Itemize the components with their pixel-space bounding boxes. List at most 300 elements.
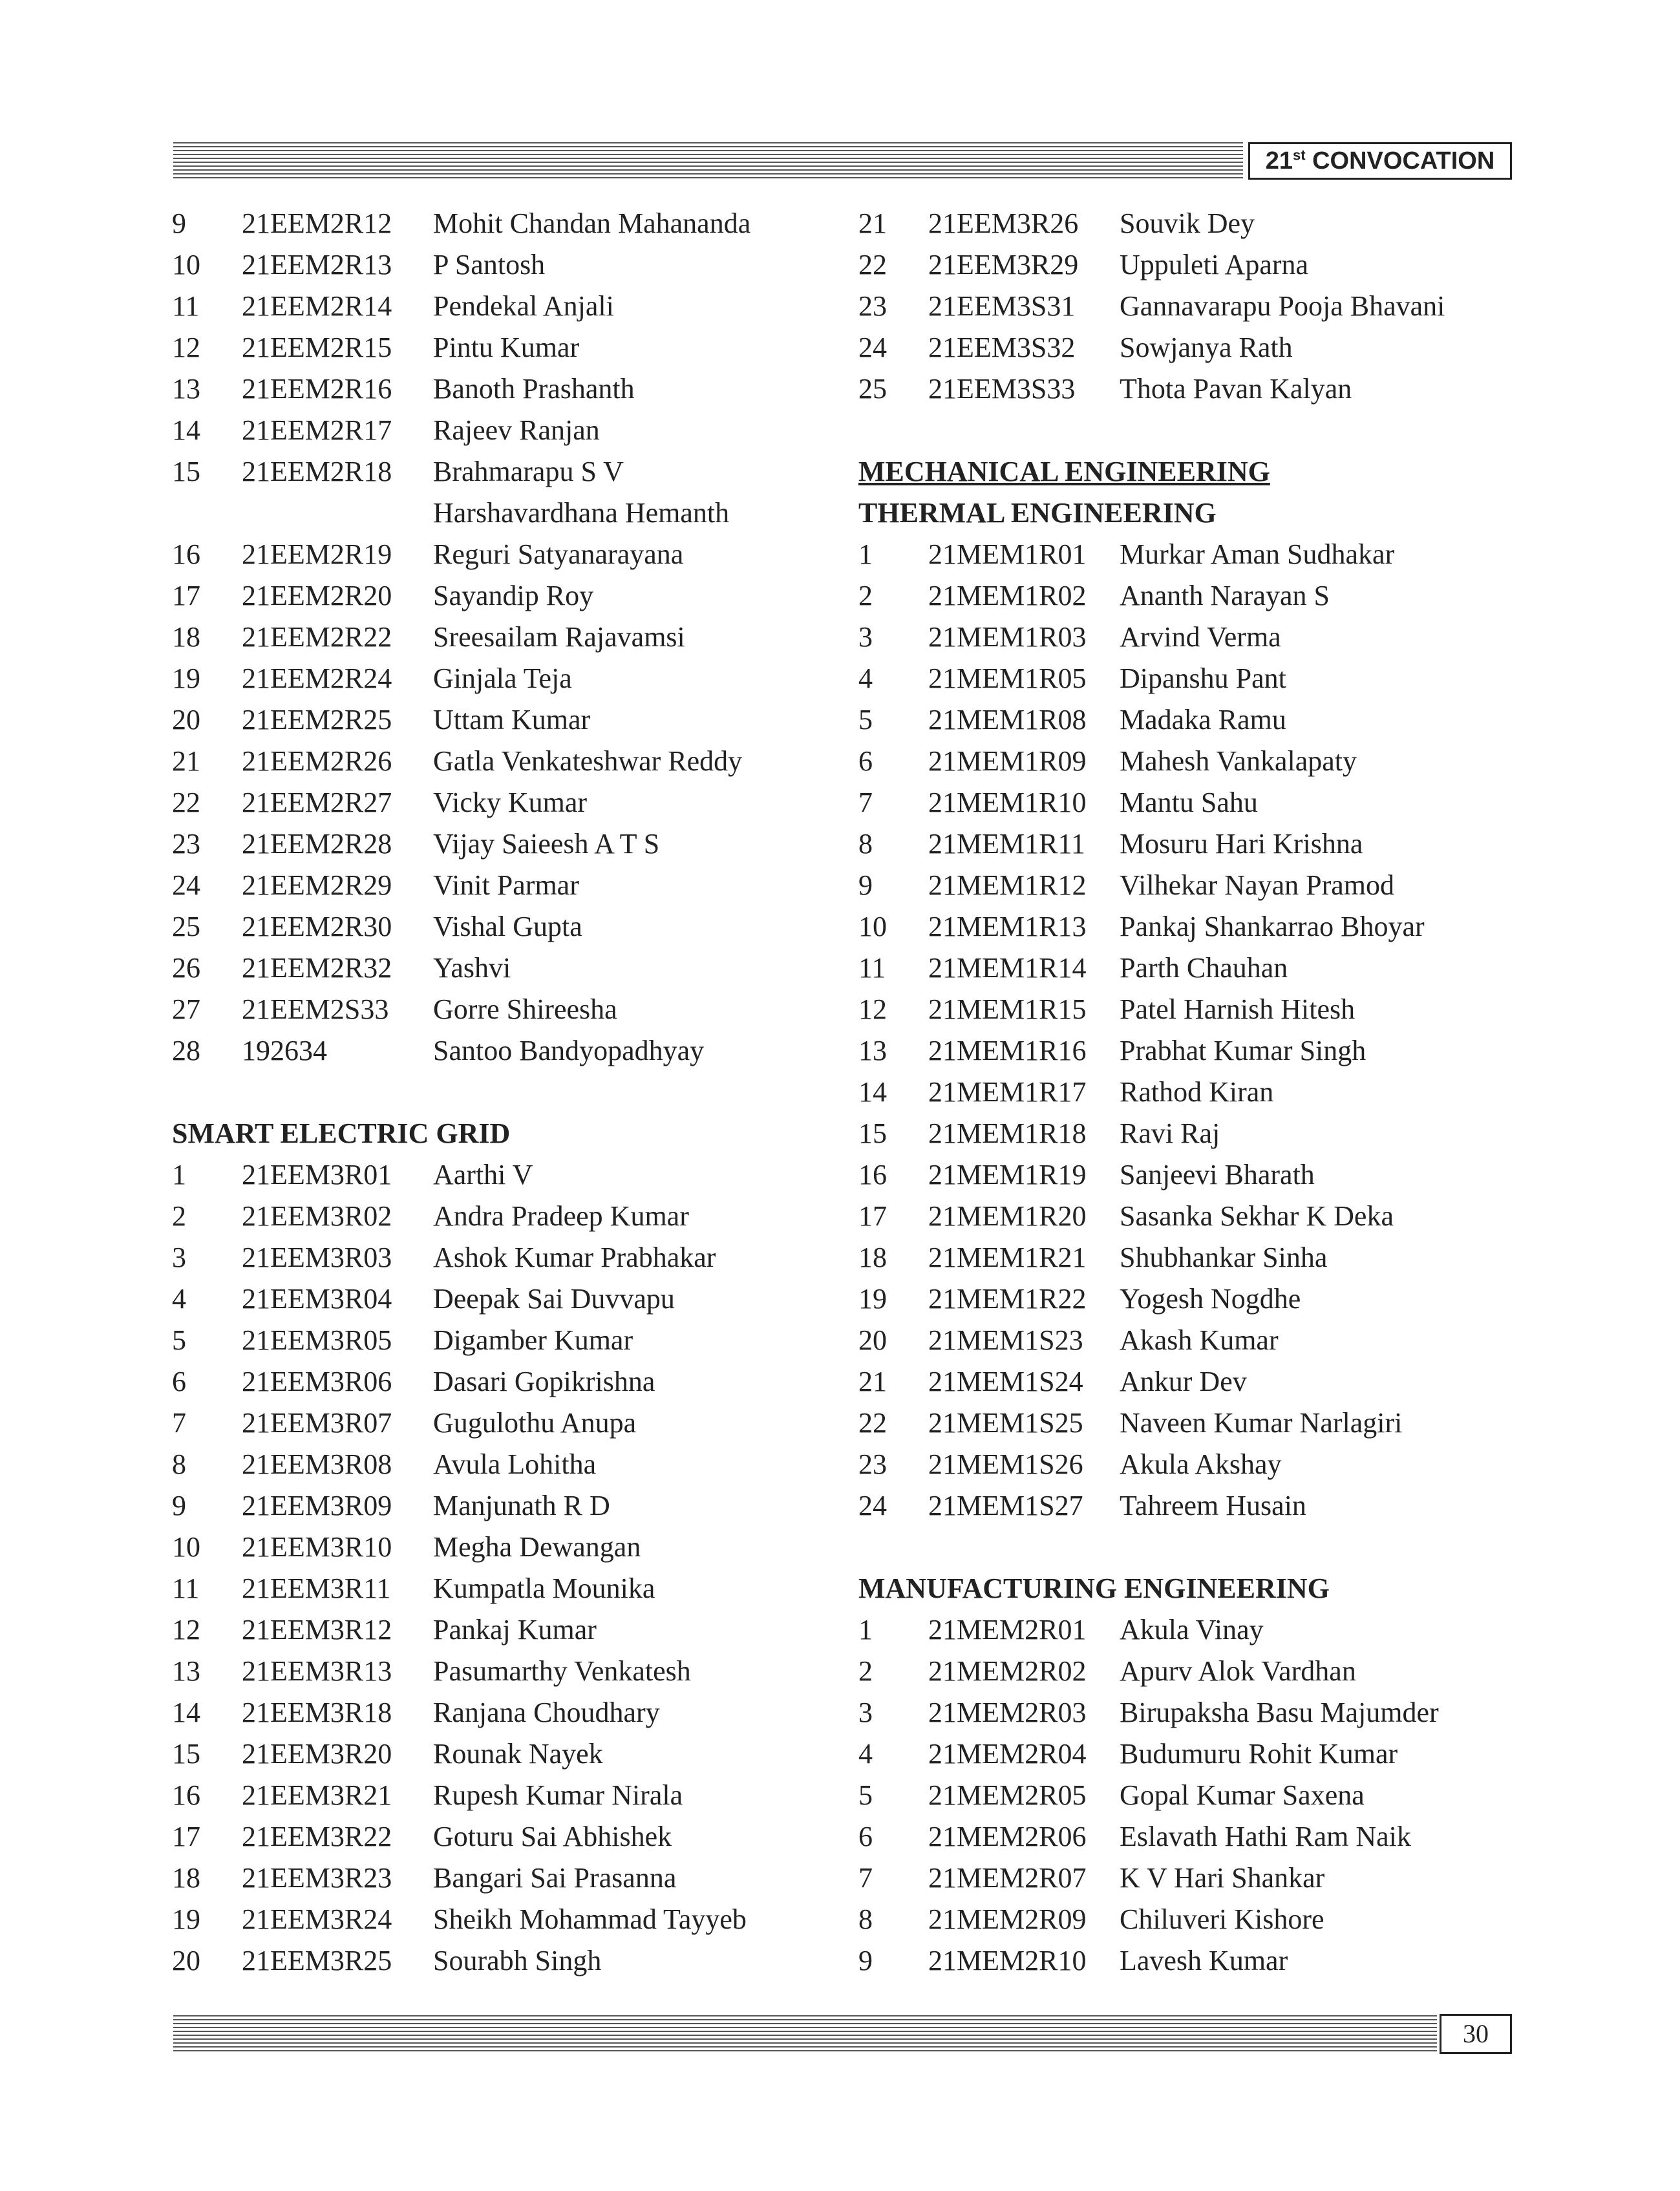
list-item (172, 1733, 844, 1775)
roll-number: 21MEM1S27 (928, 1490, 1083, 1521)
student-name: Santoo Bandyopadhyay (433, 1035, 705, 1066)
student-name: Shubhankar Sinha (1120, 1242, 1328, 1273)
list-item (858, 989, 1531, 1030)
list-item (172, 1775, 844, 1816)
student-name: Akula Akshay (1120, 1448, 1282, 1480)
roll-number: 21MEM2R03 (928, 1697, 1087, 1728)
serial-number: 16 (858, 1159, 887, 1191)
left-rows-c (172, 1154, 844, 1982)
serial-number: 6 (858, 1821, 873, 1852)
student-name: Akula Vinay (1120, 1614, 1264, 1646)
student-name: Brahmarapu S V (433, 456, 624, 487)
list-item (172, 1196, 844, 1237)
student-name: Prabhat Kumar Singh (1120, 1035, 1366, 1066)
roll-number: 21EEM3R02 (242, 1200, 392, 1232)
roll-number: 21EEM3R18 (242, 1697, 392, 1728)
list-item (858, 1733, 1531, 1775)
serial-number: 4 (858, 662, 873, 694)
student-name: Sowjanya Rath (1120, 332, 1293, 363)
serial-number: 1 (858, 1614, 873, 1646)
serial-number: 14 (172, 414, 200, 446)
roll-number: 21MEM1R09 (928, 745, 1087, 777)
list-item (858, 699, 1531, 741)
list-item (858, 1320, 1531, 1361)
student-name: Chiluveri Kishore (1120, 1903, 1324, 1935)
student-name: Birupaksha Basu Majumder (1120, 1697, 1439, 1728)
list-item (172, 1527, 844, 1568)
list-item (858, 203, 1531, 244)
serial-number: 14 (858, 1076, 887, 1108)
serial-number: 15 (858, 1117, 887, 1149)
serial-number: 12 (858, 993, 887, 1025)
serial-number: 4 (858, 1738, 873, 1770)
list-item (172, 947, 844, 989)
roll-number: 21MEM1R12 (928, 869, 1087, 901)
roll-number: 21MEM1R01 (928, 538, 1087, 570)
right-rows-a (858, 203, 1531, 410)
list-item (858, 1444, 1531, 1485)
roll-number: 21MEM1S26 (928, 1448, 1083, 1480)
serial-number: 25 (172, 911, 200, 942)
student-name: Sanjeevi Bharath (1120, 1159, 1315, 1191)
student-name: Patel Harnish Hitesh (1120, 993, 1356, 1025)
roll-number: 21MEM1R21 (928, 1242, 1087, 1273)
student-name: Uttam Kumar (433, 704, 591, 736)
student-name: Pankaj Shankarrao Bhoyar (1120, 911, 1425, 942)
roll-number: 21EEM3R08 (242, 1448, 392, 1480)
serial-number: 10 (858, 911, 887, 942)
list-item (172, 244, 844, 286)
serial-number: 13 (858, 1035, 887, 1066)
roll-number: 21EEM2R28 (242, 828, 392, 860)
roll-number: 21EEM3R11 (242, 1572, 391, 1604)
student-name: Megha Dewangan (433, 1531, 641, 1563)
serial-number: 19 (858, 1283, 887, 1315)
roll-number: 21EEM2R18 (242, 456, 392, 487)
list-item (858, 1361, 1531, 1402)
list-item (172, 1278, 844, 1320)
roll-number: 21EEM3R10 (242, 1531, 392, 1563)
list-item (858, 534, 1531, 575)
list-item (172, 575, 844, 617)
roll-number: 21MEM1R05 (928, 662, 1087, 694)
student-name: Vilhekar Nayan Pramod (1120, 869, 1395, 901)
serial-number: 20 (172, 704, 200, 736)
roll-number: 21MEM1R19 (928, 1159, 1087, 1191)
serial-number: 3 (858, 621, 873, 653)
student-name: Yashvi (433, 952, 511, 984)
list-item (858, 1072, 1531, 1113)
list-item (172, 658, 844, 699)
student-name: Apurv Alok Vardhan (1120, 1655, 1356, 1687)
roll-number: 21EEM2R22 (242, 621, 392, 653)
right-rows-c (858, 1609, 1531, 1982)
serial-number: 5 (172, 1324, 186, 1356)
list-item (172, 699, 844, 741)
list-item (858, 1816, 1531, 1858)
student-name: Bangari Sai Prasanna (433, 1862, 677, 1894)
roll-number: 21MEM2R05 (928, 1779, 1087, 1811)
serial-number: 15 (172, 1738, 200, 1770)
list-item (858, 617, 1531, 658)
serial-number: 26 (172, 952, 200, 984)
list-item (172, 1816, 844, 1858)
roll-number: 21EEM2R14 (242, 290, 392, 322)
list-item (172, 782, 844, 823)
serial-number: 22 (858, 1407, 887, 1439)
student-name: Gannavarapu Pooja Bhavani (1120, 290, 1445, 322)
serial-number: 20 (858, 1324, 887, 1356)
section-heading-thermal-engineering: THERMAL ENGINEERING (858, 497, 1217, 529)
student-name: Ananth Narayan S (1120, 580, 1330, 611)
serial-number: 22 (172, 787, 200, 818)
student-name: Parth Chauhan (1120, 952, 1288, 984)
student-name: Dasari Gopikrishna (433, 1366, 655, 1397)
serial-number: 11 (172, 290, 200, 322)
left-rows-b (172, 534, 844, 1072)
list-item (172, 1361, 844, 1402)
roll-number: 21MEM2R01 (928, 1614, 1087, 1646)
list-item (858, 1858, 1531, 1899)
list-item (172, 1899, 844, 1940)
roll-number: 21EEM2R24 (242, 662, 392, 694)
list-item (858, 906, 1531, 947)
roll-number: 21EEM3R07 (242, 1407, 392, 1439)
student-name: Manjunath R D (433, 1490, 610, 1521)
serial-number: 7 (858, 787, 873, 818)
roll-number: 21EEM3R26 (928, 207, 1079, 239)
roll-number: 21EEM2R17 (242, 414, 392, 446)
list-item (858, 1237, 1531, 1278)
serial-number: 23 (858, 290, 887, 322)
roll-number: 192634 (242, 1035, 327, 1066)
student-name: Avula Lohitha (433, 1448, 597, 1480)
roll-number: 21EEM3R22 (242, 1821, 392, 1852)
list-item (172, 1940, 844, 1982)
student-name: Gugulothu Anupa (433, 1407, 637, 1439)
serial-number: 17 (858, 1200, 887, 1232)
roll-number: 21EEM2R26 (242, 745, 392, 777)
student-name: Thota Pavan Kalyan (1120, 373, 1352, 405)
student-name: Madaka Ramu (1120, 704, 1286, 736)
student-name: Gorre Shireesha (433, 993, 617, 1025)
roll-number: 21EEM3R09 (242, 1490, 392, 1521)
student-name: Eslavath Hathi Ram Naik (1120, 1821, 1411, 1852)
list-item (172, 1320, 844, 1361)
list-item (172, 741, 844, 782)
student-name: Ankur Dev (1120, 1366, 1247, 1397)
list-item (172, 906, 844, 947)
serial-number: 9 (858, 1945, 873, 1976)
header-title-sup: st (1292, 147, 1306, 164)
serial-number: 6 (172, 1366, 186, 1397)
left-rows-a (172, 203, 844, 492)
serial-number: 7 (858, 1862, 873, 1894)
header-title-text: CONVOCATION (1305, 147, 1495, 175)
left-column (172, 203, 844, 1982)
page-number: 30 (1440, 2014, 1512, 2054)
serial-number: 6 (858, 745, 873, 777)
roll-number: 21MEM1R10 (928, 787, 1087, 818)
roll-number: 21EEM2R30 (242, 911, 392, 942)
serial-number: 22 (858, 249, 887, 280)
serial-number: 2 (858, 1655, 873, 1687)
serial-number: 27 (172, 993, 200, 1025)
serial-number: 4 (172, 1283, 186, 1315)
roll-number: 21MEM2R04 (928, 1738, 1087, 1770)
roll-number: 21EEM2R16 (242, 373, 392, 405)
student-name: Naveen Kumar Narlagiri (1120, 1407, 1403, 1439)
roll-number: 21MEM1R03 (928, 621, 1087, 653)
list-item (172, 1237, 844, 1278)
roll-number: 21EEM3R06 (242, 1366, 392, 1397)
list-item (172, 1692, 844, 1733)
spacer (858, 410, 1531, 451)
serial-number: 21 (172, 745, 200, 777)
footer-rule (173, 2015, 1437, 2053)
serial-number: 3 (172, 1242, 186, 1273)
roll-number: 21EEM3S32 (928, 332, 1076, 363)
roll-number: 21EEM3R24 (242, 1903, 392, 1935)
serial-number: 3 (858, 1697, 873, 1728)
serial-number: 24 (172, 869, 200, 901)
roll-number: 21EEM3R25 (242, 1945, 392, 1976)
serial-number: 14 (172, 1697, 200, 1728)
student-name: Vicky Kumar (433, 787, 588, 818)
roll-number: 21MEM2R06 (928, 1821, 1087, 1852)
roll-number: 21MEM1R02 (928, 580, 1087, 611)
list-item (858, 1154, 1531, 1196)
serial-number: 19 (172, 1903, 200, 1935)
roll-number: 21MEM1R16 (928, 1035, 1087, 1066)
student-name: Mantu Sahu (1120, 787, 1258, 818)
roll-number: 21EEM3R05 (242, 1324, 392, 1356)
serial-number: 17 (172, 580, 200, 611)
serial-number: 8 (858, 1903, 873, 1935)
serial-number: 8 (172, 1448, 186, 1480)
list-item (858, 658, 1531, 699)
roll-number: 21EEM3S31 (928, 290, 1076, 322)
list-item (172, 989, 844, 1030)
roll-number: 21EEM3R01 (242, 1159, 392, 1191)
roll-number: 21MEM1S23 (928, 1324, 1083, 1356)
student-name: Sreesailam Rajavamsi (433, 621, 685, 653)
student-name: Rupesh Kumar Nirala (433, 1779, 683, 1811)
student-name: Vinit Parmar (433, 869, 579, 901)
section-heading-smart-electric-grid: SMART ELECTRIC GRID (172, 1117, 511, 1149)
list-item (172, 1154, 844, 1196)
serial-number: 16 (172, 538, 200, 570)
student-name: Vijay Saieesh A T S (433, 828, 660, 860)
student-name: Reguri Satyanarayana (433, 538, 684, 570)
roll-number: 21EEM2R19 (242, 538, 392, 570)
list-item (858, 741, 1531, 782)
roll-number: 21MEM1R11 (928, 828, 1085, 860)
roll-number: 21EEM2R29 (242, 869, 392, 901)
student-name: Ranjana Choudhary (433, 1697, 660, 1728)
list-item (858, 865, 1531, 906)
serial-number: 13 (172, 1655, 200, 1687)
serial-number: 24 (858, 332, 887, 363)
serial-number: 5 (858, 704, 873, 736)
list-item (858, 368, 1531, 410)
list-item (172, 1402, 844, 1444)
roll-number: 21EEM3R29 (928, 249, 1079, 280)
roll-number: 21EEM2R27 (242, 787, 392, 818)
student-name: K V Hari Shankar (1120, 1862, 1325, 1894)
right-rows-b (858, 534, 1531, 1527)
student-name: Pendekal Anjali (433, 290, 614, 322)
header-title-num: 21 (1265, 147, 1293, 175)
student-name: Mohit Chandan Mahananda (433, 207, 751, 239)
student-name: Banoth Prashanth (433, 373, 635, 405)
roll-number: 21EEM3R21 (242, 1779, 392, 1811)
serial-number: 28 (172, 1035, 200, 1066)
student-name: Uppuleti Aparna (1120, 249, 1309, 280)
spacer (858, 1527, 1531, 1568)
roll-number: 21EEM2R15 (242, 332, 392, 363)
roll-number: 21EEM2R20 (242, 580, 392, 611)
list-item (172, 203, 844, 244)
student-name: Lavesh Kumar (1120, 1945, 1288, 1976)
serial-number: 5 (858, 1779, 873, 1811)
list-item (172, 534, 844, 575)
student-name: Arvind Verma (1120, 621, 1281, 653)
roll-number: 21EEM2R13 (242, 249, 392, 280)
name-cell: Harshavardhana Hemanth (433, 497, 730, 529)
roll-number: 21MEM1R22 (928, 1283, 1087, 1315)
serial-number: 10 (172, 1531, 200, 1563)
serial-number: 9 (172, 207, 186, 239)
student-name: Akash Kumar (1120, 1324, 1279, 1356)
student-name: Mahesh Vankalapaty (1120, 745, 1357, 777)
list-item (858, 327, 1531, 368)
list-item (858, 782, 1531, 823)
roll-number: 21MEM1R17 (928, 1076, 1087, 1108)
serial-number: 11 (172, 1572, 200, 1604)
serial-number: 17 (172, 1821, 200, 1852)
student-name: Aarthi V (433, 1159, 533, 1191)
roll-number: 21MEM1R18 (928, 1117, 1087, 1149)
roll-number: 21EEM2R32 (242, 952, 392, 984)
roll-number: 21EEM2S33 (242, 993, 389, 1025)
student-name: Souvik Dey (1120, 207, 1255, 239)
serial-number: 11 (858, 952, 886, 984)
student-name: Budumuru Rohit Kumar (1120, 1738, 1398, 1770)
roll-number: 21MEM2R09 (928, 1903, 1087, 1935)
roll-number: 21MEM1S24 (928, 1366, 1083, 1397)
student-name: Pankaj Kumar (433, 1614, 597, 1646)
section-heading-manufacturing-engineering: MANUFACTURING ENGINEERING (858, 1572, 1330, 1604)
list-item (172, 1651, 844, 1692)
list-item (858, 1609, 1531, 1651)
student-name: Sayandip Roy (433, 580, 594, 611)
serial-number: 24 (858, 1490, 887, 1521)
list-item (858, 1651, 1531, 1692)
serial-number: 15 (172, 456, 200, 487)
serial-number: 21 (858, 1366, 887, 1397)
student-name: Sourabh Singh (433, 1945, 602, 1976)
student-name: Mosuru Hari Krishna (1120, 828, 1363, 860)
roll-number: 21MEM1R08 (928, 704, 1087, 736)
list-item (172, 286, 844, 327)
serial-number: 13 (172, 373, 200, 405)
student-name: Sheikh Mohammad Tayyeb (433, 1903, 747, 1935)
header-title (1248, 142, 1512, 180)
serial-number: 19 (172, 662, 200, 694)
list-item (858, 1940, 1531, 1982)
list-item (172, 1568, 844, 1609)
roll-number: 21EEM3R20 (242, 1738, 392, 1770)
list-item (172, 865, 844, 906)
student-name: Deepak Sai Duvvapu (433, 1283, 675, 1315)
list-item (172, 1444, 844, 1485)
student-name: Yogesh Nogdhe (1120, 1283, 1301, 1315)
student-name: Pintu Kumar (433, 332, 580, 363)
roll-number: 21EEM3R04 (242, 1283, 392, 1315)
serial-number: 2 (858, 580, 873, 611)
list-item (172, 451, 844, 492)
list-item (172, 1858, 844, 1899)
right-column (858, 203, 1531, 1982)
list-item (858, 1775, 1531, 1816)
list-item-continuation (172, 492, 844, 534)
serial-number: 12 (172, 332, 200, 363)
list-item (172, 1030, 844, 1072)
list-item (172, 823, 844, 865)
list-item (858, 1278, 1531, 1320)
list-item (858, 575, 1531, 617)
list-item (858, 1692, 1531, 1733)
list-item (172, 368, 844, 410)
roll-number: 21MEM1R20 (928, 1200, 1087, 1232)
serial-number: 18 (172, 1862, 200, 1894)
list-item (172, 617, 844, 658)
list-item (858, 1113, 1531, 1154)
serial-number: 18 (858, 1242, 887, 1273)
student-name: Ginjala Teja (433, 662, 572, 694)
serial-number: 1 (172, 1159, 186, 1191)
list-item (172, 410, 844, 451)
serial-number: 8 (858, 828, 873, 860)
student-name: Kumpatla Mounika (433, 1572, 655, 1604)
list-item (858, 1485, 1531, 1527)
roll-number: 21MEM1R14 (928, 952, 1087, 984)
list-item (172, 327, 844, 368)
roll-number: 21MEM2R10 (928, 1945, 1087, 1976)
student-name: Tahreem Husain (1120, 1490, 1306, 1521)
serial-number: 2 (172, 1200, 186, 1232)
serial-number: 9 (172, 1490, 186, 1521)
roll-number: 21MEM2R02 (928, 1655, 1087, 1687)
serial-number: 12 (172, 1614, 200, 1646)
student-name: Ashok Kumar Prabhakar (433, 1242, 716, 1273)
serial-number: 16 (172, 1779, 200, 1811)
section-heading-mechanical-engineering: MECHANICAL ENGINEERING (858, 456, 1270, 487)
roll-number: 21EEM2R12 (242, 207, 392, 239)
list-item (858, 1402, 1531, 1444)
serial-number: 20 (172, 1945, 200, 1976)
roll-number: 21EEM2R25 (242, 704, 392, 736)
student-name: Rajeev Ranjan (433, 414, 600, 446)
student-name: Murkar Aman Sudhakar (1120, 538, 1395, 570)
roll-number: 21MEM1S25 (928, 1407, 1083, 1439)
student-name: Rathod Kiran (1120, 1076, 1274, 1108)
serial-number: 9 (858, 869, 873, 901)
list-item (858, 286, 1531, 327)
serial-number: 18 (172, 621, 200, 653)
student-name: Vishal Gupta (433, 911, 582, 942)
